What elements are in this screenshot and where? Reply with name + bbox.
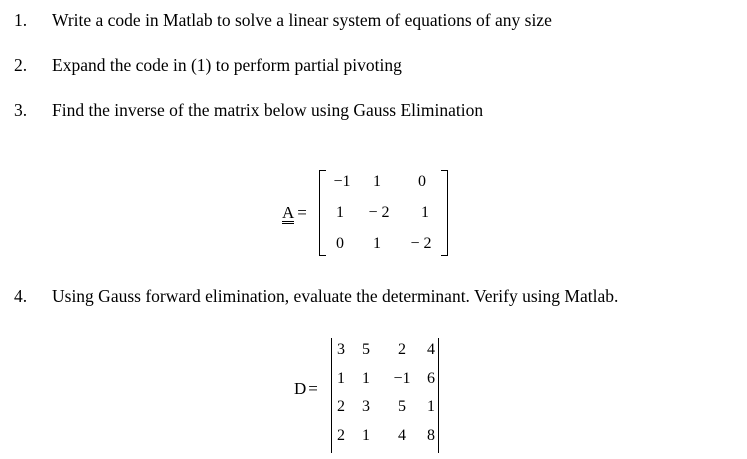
matrix-d-cell: 2 — [337, 398, 345, 415]
matrix-d-name: D — [294, 379, 307, 398]
matrix-a-cell: 1 — [336, 204, 344, 221]
matrix-d-cell: 2 — [398, 341, 406, 358]
question-1-number: 1. — [14, 10, 28, 30]
question-2-text: Expand the code in (1) to perform partial pivoting — [52, 55, 402, 75]
matrix-a-equals: = — [297, 203, 307, 222]
matrix-d-right-bar — [438, 338, 439, 453]
question-1 — [14, 10, 552, 30]
question-3-text: Find the inverse of the matrix below using Gauss Elimination — [52, 100, 484, 120]
matrix-d-cell: 1 — [362, 370, 370, 387]
matrix-d-cell: 5 — [362, 341, 370, 358]
matrix-a-cell: 1 — [373, 173, 381, 190]
matrix-d-cell: 1 — [362, 427, 370, 444]
matrix-a-cell: − 2 — [368, 204, 390, 221]
question-2-number: 2. — [14, 55, 28, 75]
matrix-d-cell: 6 — [427, 370, 435, 387]
matrix-a-right-bracket — [441, 170, 448, 256]
question-1-text: Write a code in Matlab to solve a linear system of equations of any size — [52, 10, 552, 30]
matrix-a-cell: 1 — [373, 235, 381, 252]
matrix-d-cell: 1 — [337, 370, 345, 387]
matrix-d-label — [294, 380, 318, 398]
matrix-d-cell: 5 — [398, 398, 406, 415]
matrix-d-cell: 4 — [427, 341, 435, 358]
question-3-number: 3. — [14, 100, 28, 120]
matrix-d-cell: 4 — [398, 427, 406, 444]
matrix-d-cell: −1 — [393, 370, 411, 387]
matrix-a-name: A — [282, 203, 295, 222]
matrix-a-cell: 0 — [336, 235, 344, 252]
matrix-a-cell: 0 — [418, 173, 426, 190]
matrix-d-cell: 1 — [427, 398, 435, 415]
matrix-d-cell: 2 — [337, 427, 345, 444]
matrix-d-cell: 3 — [337, 341, 345, 358]
matrix-d-equals: = — [308, 379, 318, 398]
question-3 — [14, 100, 483, 120]
question-4-number: 4. — [14, 286, 28, 306]
question-2 — [14, 55, 402, 75]
matrix-d-cell: 8 — [427, 427, 435, 444]
matrix-a-cell: − 2 — [410, 235, 432, 252]
question-4-text: Using Gauss forward elimination, evaluate the determinant. Verify using Matlab. — [52, 286, 619, 306]
matrix-d-cell: 3 — [362, 398, 370, 415]
matrix-d-left-bar — [331, 338, 332, 453]
matrix-a-cell: −1 — [333, 173, 351, 190]
question-4 — [14, 286, 618, 306]
matrix-a-cell: 1 — [421, 204, 429, 221]
matrix-a-label — [282, 204, 307, 224]
